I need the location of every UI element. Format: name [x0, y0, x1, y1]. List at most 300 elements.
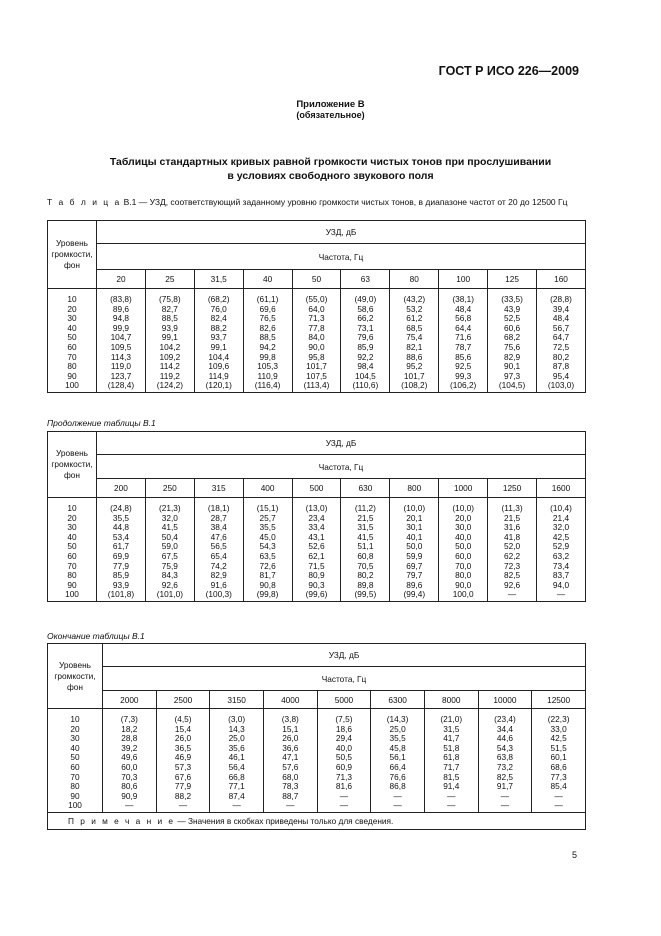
- value-cell: (3,8): [263, 709, 317, 725]
- value-cell: (106,2): [439, 381, 488, 392]
- level-cell: 70: [48, 353, 97, 363]
- value-cell: 68,5: [390, 324, 439, 334]
- level-cell: 50: [48, 542, 97, 552]
- value-cell: —: [537, 590, 586, 601]
- value-cell: 92,5: [439, 362, 488, 372]
- value-cell: 92,6: [145, 581, 194, 591]
- level-cell: 20: [48, 725, 103, 735]
- level-cell: 100: [48, 801, 103, 812]
- value-cell: (24,8): [97, 498, 146, 514]
- value-cell: 64,4: [439, 324, 488, 334]
- value-cell: 93,9: [97, 581, 146, 591]
- value-cell: 64,0: [292, 305, 341, 315]
- value-cell: 90,1: [488, 362, 537, 372]
- caption-text: В.1 — УЗД, соответствующий заданному уровню громкости чистых тонов, в диапазоне частот от 20 до 12500 Гц: [121, 197, 568, 207]
- level-cell: 10: [48, 709, 103, 725]
- level-cell: 70: [48, 773, 103, 783]
- value-cell: 28,8: [103, 734, 157, 744]
- value-cell: 86,8: [371, 782, 425, 792]
- value-cell: —: [478, 801, 532, 812]
- value-cell: 77,9: [156, 782, 210, 792]
- frequency-cell: 200: [97, 479, 146, 498]
- frequency-cell: 2500: [156, 691, 210, 709]
- value-cell: 93,7: [194, 333, 243, 343]
- value-cell: (101,8): [97, 590, 146, 601]
- value-cell: 82,7: [145, 305, 194, 315]
- value-cell: 73,1: [341, 324, 390, 334]
- value-cell: 105,3: [243, 362, 292, 372]
- value-cell: —: [371, 801, 425, 812]
- value-cell: —: [424, 801, 478, 812]
- value-cell: 94,8: [97, 314, 146, 324]
- value-cell: 61,2: [390, 314, 439, 324]
- spl-header: УЗД, дБ: [97, 432, 586, 455]
- value-cell: 40,1: [390, 533, 439, 543]
- value-cell: 47,6: [194, 533, 243, 543]
- value-cell: 40,0: [317, 744, 371, 754]
- value-cell: 35,5: [371, 734, 425, 744]
- value-cell: (128,4): [97, 381, 146, 392]
- spl-header: УЗД, дБ: [103, 644, 586, 667]
- table-row: [48, 801, 586, 812]
- value-cell: 77,1: [210, 782, 264, 792]
- value-cell: 29,4: [317, 734, 371, 744]
- table-b1-part2: [47, 431, 586, 602]
- level-cell: 20: [48, 305, 97, 315]
- value-cell: 88,7: [263, 792, 317, 802]
- value-cell: 45,8: [371, 744, 425, 754]
- level-cell: 90: [48, 372, 97, 382]
- value-cell: 88,5: [243, 333, 292, 343]
- table-row: [48, 709, 586, 725]
- value-cell: (75,8): [145, 289, 194, 305]
- value-cell: 104,5: [341, 372, 390, 382]
- value-cell: 48,4: [439, 305, 488, 315]
- frequency-cell: 40: [243, 270, 292, 289]
- main-title: [0, 155, 661, 183]
- value-cell: 88,6: [390, 353, 439, 363]
- value-cell: 25,0: [371, 725, 425, 735]
- value-cell: —: [210, 801, 264, 812]
- table-note: [48, 812, 586, 829]
- value-cell: 60,0: [103, 763, 157, 773]
- value-cell: (33,5): [488, 289, 537, 305]
- value-cell: 76,5: [243, 314, 292, 324]
- value-cell: 76,0: [194, 305, 243, 315]
- value-cell: 90,3: [292, 581, 341, 591]
- value-cell: (11,2): [341, 498, 390, 514]
- value-cell: 41,8: [488, 533, 537, 543]
- value-cell: 15,4: [156, 725, 210, 735]
- value-cell: 82,1: [390, 343, 439, 353]
- value-cell: 75,4: [390, 333, 439, 343]
- value-cell: 60,0: [439, 552, 488, 562]
- value-cell: 56,4: [210, 763, 264, 773]
- frequency-cell: 1600: [537, 479, 586, 498]
- value-cell: 56,5: [194, 542, 243, 552]
- value-cell: 114,9: [194, 372, 243, 382]
- value-cell: 53,4: [97, 533, 146, 543]
- value-cell: 50,5: [317, 753, 371, 763]
- value-cell: 92,6: [488, 581, 537, 591]
- level-header: Уровень громкости, фон: [48, 432, 97, 498]
- value-cell: (28,8): [537, 289, 586, 305]
- value-cell: 33,0: [532, 725, 586, 735]
- value-cell: 50,4: [145, 533, 194, 543]
- value-cell: 101,7: [390, 372, 439, 382]
- value-cell: 23,4: [292, 514, 341, 524]
- frequency-cell: 800: [390, 479, 439, 498]
- frequency-cell: 400: [243, 479, 292, 498]
- value-cell: (4,5): [156, 709, 210, 725]
- value-cell: (124,2): [145, 381, 194, 392]
- value-cell: (61,1): [243, 289, 292, 305]
- value-cell: 41,7: [424, 734, 478, 744]
- value-cell: 21,4: [537, 514, 586, 524]
- value-cell: (104,5): [488, 381, 537, 392]
- value-cell: 69,7: [390, 562, 439, 572]
- value-cell: 54,3: [478, 744, 532, 754]
- value-cell: 100,0: [439, 590, 488, 601]
- value-cell: 51,8: [424, 744, 478, 754]
- frequency-header: Частота, Гц: [97, 455, 586, 479]
- value-cell: 21,5: [341, 514, 390, 524]
- frequency-cell: 1000: [439, 479, 488, 498]
- caption-prefix: Т а б л и ц а: [47, 197, 122, 207]
- value-cell: 107,5: [292, 372, 341, 382]
- appendix-subtitle: (обязательное): [296, 110, 365, 120]
- value-cell: (13,0): [292, 498, 341, 514]
- frequency-cell: 63: [341, 270, 390, 289]
- value-cell: 82,4: [194, 314, 243, 324]
- value-cell: 32,0: [537, 523, 586, 533]
- value-cell: (99,6): [292, 590, 341, 601]
- value-cell: 31,5: [341, 523, 390, 533]
- frequency-cell: 160: [537, 270, 586, 289]
- value-cell: (22,3): [532, 709, 586, 725]
- value-cell: —: [478, 792, 532, 802]
- value-cell: 88,5: [145, 314, 194, 324]
- value-cell: (7,3): [103, 709, 157, 725]
- value-cell: (38,1): [439, 289, 488, 305]
- level-cell: 90: [48, 792, 103, 802]
- level-cell: 80: [48, 782, 103, 792]
- table-row: [48, 590, 586, 601]
- value-cell: 59,9: [390, 552, 439, 562]
- value-cell: 30,0: [439, 523, 488, 533]
- value-cell: 32,0: [145, 514, 194, 524]
- spl-header: УЗД, дБ: [97, 221, 586, 244]
- value-cell: 62,1: [292, 552, 341, 562]
- value-cell: 62,2: [488, 552, 537, 562]
- value-cell: 80,2: [341, 571, 390, 581]
- frequency-cell: 1250: [488, 479, 537, 498]
- value-cell: 82,9: [194, 571, 243, 581]
- value-cell: 46,1: [210, 753, 264, 763]
- value-cell: 119,2: [145, 372, 194, 382]
- value-cell: 77,3: [532, 773, 586, 783]
- value-cell: 21,5: [488, 514, 537, 524]
- value-cell: 60,9: [317, 763, 371, 773]
- value-cell: —: [263, 801, 317, 812]
- frequency-cell: 2000: [103, 691, 157, 709]
- value-cell: 54,3: [243, 542, 292, 552]
- level-cell: 40: [48, 324, 97, 334]
- value-cell: (99,4): [390, 590, 439, 601]
- value-cell: 35,5: [97, 514, 146, 524]
- value-cell: 35,6: [210, 744, 264, 754]
- frequency-cell: 8000: [424, 691, 478, 709]
- value-cell: 77,9: [97, 562, 146, 572]
- value-cell: 26,0: [156, 734, 210, 744]
- value-cell: (116,4): [243, 381, 292, 392]
- value-cell: 85,4: [532, 782, 586, 792]
- value-cell: (99,5): [341, 590, 390, 601]
- frequency-cell: 12500: [532, 691, 586, 709]
- value-cell: (15,1): [243, 498, 292, 514]
- value-cell: (21,3): [145, 498, 194, 514]
- value-cell: 82,5: [488, 571, 537, 581]
- level-cell: 10: [48, 498, 97, 514]
- value-cell: 66,8: [210, 773, 264, 783]
- table-b1-part3: [47, 643, 586, 830]
- value-cell: 49,6: [103, 753, 157, 763]
- value-cell: 80,9: [292, 571, 341, 581]
- continuation-label: Продолжение таблицы В.1: [47, 418, 156, 428]
- value-cell: 98,4: [341, 362, 390, 372]
- value-cell: 90,0: [292, 343, 341, 353]
- value-cell: 81,6: [317, 782, 371, 792]
- value-cell: 101,7: [292, 362, 341, 372]
- frequency-cell: 100: [439, 270, 488, 289]
- value-cell: 109,5: [97, 343, 146, 353]
- value-cell: 20,1: [390, 514, 439, 524]
- value-cell: 38,4: [194, 523, 243, 533]
- value-cell: 70,3: [103, 773, 157, 783]
- note-prefix: П р и м е ч а н и е: [68, 815, 176, 826]
- level-cell: 10: [48, 289, 97, 305]
- level-cell: 90: [48, 581, 97, 591]
- value-cell: (55,0): [292, 289, 341, 305]
- level-cell: 100: [48, 590, 97, 601]
- value-cell: 77,8: [292, 324, 341, 334]
- frequency-header: Частота, Гц: [97, 244, 586, 270]
- value-cell: 71,7: [424, 763, 478, 773]
- value-cell: 95,4: [537, 372, 586, 382]
- value-cell: 66,4: [371, 763, 425, 773]
- main-title-line1: Таблицы стандартных кривых равной громкости чистых тонов при прослушивании: [109, 156, 552, 168]
- value-cell: 87,4: [210, 792, 264, 802]
- value-cell: 89,8: [341, 581, 390, 591]
- value-cell: 104,4: [194, 353, 243, 363]
- value-cell: 76,6: [371, 773, 425, 783]
- value-cell: (83,8): [97, 289, 146, 305]
- note-text: — Значения в скобках приведены только для сведения.: [175, 815, 394, 826]
- appendix-title: Приложение В: [296, 99, 365, 110]
- value-cell: 109,2: [145, 353, 194, 363]
- value-cell: (101,0): [145, 590, 194, 601]
- value-cell: (21,0): [424, 709, 478, 725]
- frequency-cell: 3150: [210, 691, 264, 709]
- value-cell: 61,8: [424, 753, 478, 763]
- value-cell: 71,3: [292, 314, 341, 324]
- value-cell: 82,5: [478, 773, 532, 783]
- level-cell: 80: [48, 571, 97, 581]
- frequency-cell: 500: [292, 479, 341, 498]
- value-cell: 14,3: [210, 725, 264, 735]
- value-cell: 30,1: [390, 523, 439, 533]
- value-cell: 41,5: [145, 523, 194, 533]
- value-cell: 63,2: [537, 552, 586, 562]
- value-cell: 110,9: [243, 372, 292, 382]
- value-cell: 47,1: [263, 753, 317, 763]
- value-cell: 109,6: [194, 362, 243, 372]
- value-cell: (100,3): [194, 590, 243, 601]
- frequency-cell: 6300: [371, 691, 425, 709]
- value-cell: 99,1: [194, 343, 243, 353]
- table-row: [48, 381, 586, 392]
- value-cell: 43,9: [488, 305, 537, 315]
- value-cell: 15,1: [263, 725, 317, 735]
- value-cell: 36,6: [263, 744, 317, 754]
- value-cell: 45,0: [243, 533, 292, 543]
- value-cell: —: [371, 792, 425, 802]
- value-cell: 52,5: [488, 314, 537, 324]
- value-cell: 119,0: [97, 362, 146, 372]
- value-cell: (99,8): [243, 590, 292, 601]
- value-cell: 53,2: [390, 305, 439, 315]
- value-cell: 80,2: [537, 353, 586, 363]
- frequency-cell: 50: [292, 270, 341, 289]
- value-cell: 81,7: [243, 571, 292, 581]
- value-cell: 78,3: [263, 782, 317, 792]
- table-row: [48, 289, 586, 305]
- value-cell: 60,8: [341, 552, 390, 562]
- frequency-cell: 4000: [263, 691, 317, 709]
- level-cell: 80: [48, 362, 97, 372]
- value-cell: —: [488, 590, 537, 601]
- value-cell: 72,6: [243, 562, 292, 572]
- value-cell: 31,6: [488, 523, 537, 533]
- value-cell: 25,0: [210, 734, 264, 744]
- value-cell: 73,4: [537, 562, 586, 572]
- value-cell: —: [532, 801, 586, 812]
- value-cell: (103,0): [537, 381, 586, 392]
- value-cell: 71,3: [317, 773, 371, 783]
- value-cell: 73,2: [478, 763, 532, 773]
- value-cell: 90,8: [243, 581, 292, 591]
- value-cell: 72,5: [537, 343, 586, 353]
- value-cell: 28,7: [194, 514, 243, 524]
- level-cell: 100: [48, 381, 97, 392]
- value-cell: (23,4): [478, 709, 532, 725]
- value-cell: 34,4: [478, 725, 532, 735]
- value-cell: (10,4): [537, 498, 586, 514]
- value-cell: (14,3): [371, 709, 425, 725]
- value-cell: —: [103, 801, 157, 812]
- value-cell: 71,5: [292, 562, 341, 572]
- level-header: Уровень громкости, фон: [48, 221, 97, 289]
- value-cell: 56,1: [371, 753, 425, 763]
- value-cell: 65,4: [194, 552, 243, 562]
- value-cell: (43,2): [390, 289, 439, 305]
- value-cell: 79,7: [390, 571, 439, 581]
- value-cell: 99,9: [97, 324, 146, 334]
- value-cell: 40,0: [439, 533, 488, 543]
- value-cell: 80,6: [103, 782, 157, 792]
- value-cell: 33,4: [292, 523, 341, 533]
- level-cell: 30: [48, 314, 97, 324]
- level-cell: 40: [48, 533, 97, 543]
- value-cell: 67,5: [145, 552, 194, 562]
- level-cell: 30: [48, 734, 103, 744]
- value-cell: 43,1: [292, 533, 341, 543]
- value-cell: 61,7: [97, 542, 146, 552]
- value-cell: 46,9: [156, 753, 210, 763]
- value-cell: 99,8: [243, 353, 292, 363]
- value-cell: 72,3: [488, 562, 537, 572]
- value-cell: 75,9: [145, 562, 194, 572]
- level-cell: 60: [48, 552, 97, 562]
- frequency-cell: 5000: [317, 691, 371, 709]
- end-label: Окончание таблицы В.1: [47, 631, 145, 641]
- value-cell: (7,5): [317, 709, 371, 725]
- value-cell: 114,2: [145, 362, 194, 372]
- value-cell: 39,2: [103, 744, 157, 754]
- page-number: 5: [571, 850, 577, 860]
- value-cell: 39,4: [537, 305, 586, 315]
- value-cell: 89,6: [97, 305, 146, 315]
- frequency-cell: 80: [390, 270, 439, 289]
- table-b1-part1: [47, 220, 586, 393]
- value-cell: 52,9: [537, 542, 586, 552]
- value-cell: 59,0: [145, 542, 194, 552]
- level-cell: 50: [48, 753, 103, 763]
- value-cell: 67,6: [156, 773, 210, 783]
- value-cell: 60,1: [532, 753, 586, 763]
- value-cell: 70,5: [341, 562, 390, 572]
- value-cell: (49,0): [341, 289, 390, 305]
- level-cell: 70: [48, 562, 97, 572]
- value-cell: 35,5: [243, 523, 292, 533]
- value-cell: 44,8: [97, 523, 146, 533]
- value-cell: 104,2: [145, 343, 194, 353]
- value-cell: 63,5: [243, 552, 292, 562]
- value-cell: 90,9: [103, 792, 157, 802]
- value-cell: 68,6: [532, 763, 586, 773]
- value-cell: (108,2): [390, 381, 439, 392]
- value-cell: 18,2: [103, 725, 157, 735]
- value-cell: 104,7: [97, 333, 146, 343]
- frequency-cell: 25: [145, 270, 194, 289]
- value-cell: 68,2: [488, 333, 537, 343]
- value-cell: 94,2: [243, 343, 292, 353]
- value-cell: 69,6: [243, 305, 292, 315]
- main-title-line2: в условиях свободного звукового поля: [227, 170, 434, 182]
- value-cell: 50,0: [439, 542, 488, 552]
- value-cell: 75,6: [488, 343, 537, 353]
- value-cell: 44,6: [478, 734, 532, 744]
- value-cell: 93,9: [145, 324, 194, 334]
- value-cell: 26,0: [263, 734, 317, 744]
- value-cell: 69,9: [97, 552, 146, 562]
- frequency-header: Частота, Гц: [103, 667, 586, 691]
- value-cell: (3,0): [210, 709, 264, 725]
- value-cell: 94,0: [537, 581, 586, 591]
- value-cell: 20,0: [439, 514, 488, 524]
- value-cell: 88,2: [194, 324, 243, 334]
- value-cell: —: [532, 792, 586, 802]
